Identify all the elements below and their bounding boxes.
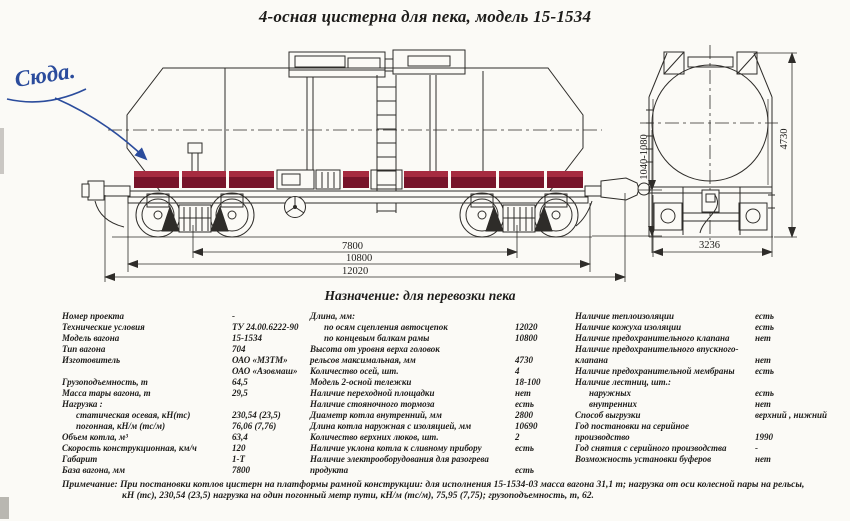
spec-value: - [755, 443, 758, 453]
spec-label: по концевым балкам рамы [324, 333, 430, 343]
spec-row [62, 322, 312, 333]
spec-row [62, 344, 312, 355]
spec-row [310, 344, 572, 355]
spec-label: Наличие теплоизоляции [575, 311, 675, 321]
spec-value: 4 [515, 366, 520, 376]
spec-label: Возможность установки буферов [575, 454, 712, 464]
stripe-equipment-boxes [277, 170, 340, 189]
spec-label: Способ выгрузки [575, 410, 641, 420]
spec-row [575, 432, 847, 443]
dim-label-4730: 4730 [779, 128, 790, 150]
spec-label: Количество верхних люков, шт. [310, 432, 439, 442]
spec-label: Грузоподъемность, т [62, 377, 148, 387]
spec-label: Технические условия [62, 322, 145, 332]
spec-value [515, 454, 572, 465]
spec-value: - [232, 311, 235, 321]
spec-value: есть [755, 366, 774, 376]
spec-value: 1-Т [232, 454, 245, 464]
spec-label: статическая осевая, кН(тс) [76, 410, 191, 420]
scan-artifact [0, 497, 9, 519]
spec-value: нет [755, 454, 771, 464]
spec-row [310, 322, 572, 333]
spec-label: Наличие лестниц, шт.: [575, 377, 671, 387]
purpose-line: Назначение: для перевозки пека [324, 288, 516, 303]
dim-label-10800: 10800 [346, 253, 373, 264]
spec-value: 2 [515, 432, 520, 442]
spec-label: Длина котла наружная с изоляцией, мм [310, 421, 472, 431]
footnote-line-2: кН (тс), 230,54 (23,5) нагрузка на один погонный метр пути, кН/м (тс/м), 75,95 (7,75); грузоподъемность, т, 62. [122, 491, 594, 501]
page-title: 4-осная цистерна для пека, модель 15-1534 [258, 7, 592, 26]
spec-label: Наличие электрооборудования для разогрева [310, 454, 489, 464]
platform-connector [385, 59, 393, 71]
hatch-platform-right [393, 50, 465, 74]
spec-value: 18-100 [515, 377, 541, 387]
spec-value: есть [515, 465, 534, 475]
spec-value [755, 421, 847, 432]
spec-label: Наличие кожуха изоляции [575, 322, 682, 332]
spec-label: Высота от уровня верха головок [310, 344, 440, 354]
spec-value: есть [755, 311, 774, 321]
coupler-left [82, 181, 130, 227]
spec-value [755, 344, 847, 355]
spec-column-1 [62, 311, 312, 476]
paint-stripe-highlight [134, 171, 583, 177]
spec-row [62, 410, 312, 421]
spec-row [575, 333, 847, 344]
spec-value: 4730 [515, 355, 533, 365]
spec-value: нет [515, 388, 531, 398]
end-view-drawing [640, 45, 797, 257]
spec-row [310, 333, 572, 344]
handwritten-arrow [55, 98, 146, 159]
footnote-line-1: Примечание: При постановки котлов цистерн на платформы рамной конструкции: для исполнения 15-1534-03 масса вагона 31,1 т; нагрузка от оси колесной пары на рельсы, [62, 480, 805, 490]
spec-row [575, 399, 847, 410]
spec-row [575, 388, 847, 399]
spec-value: ОАО «Азовмаш» [232, 366, 298, 376]
spec-row [575, 344, 847, 355]
spec-label: по осям сцепления автосцепок [324, 322, 448, 332]
spec-row [62, 355, 312, 366]
spec-row [310, 421, 572, 432]
spec-row [310, 388, 572, 399]
spec-value: 230,54 (23,5) [232, 410, 281, 420]
spec-row [62, 377, 312, 388]
spec-value: 7800 [232, 465, 250, 475]
spec-label: Длина, мм: [310, 311, 356, 321]
spec-row [62, 465, 312, 476]
spec-value: 704 [232, 344, 246, 354]
spec-row [575, 377, 847, 388]
spec-value: есть [515, 443, 534, 453]
spec-row [62, 432, 312, 443]
spec-value: 10690 [515, 421, 538, 431]
spec-label: наружных [589, 388, 631, 398]
spec-label: Год постановки на серийное [575, 421, 690, 431]
spec-label: Габарит [62, 454, 98, 464]
spec-label: Скорость конструкционная, км/ч [62, 443, 197, 453]
scan-artifact [0, 128, 4, 174]
spec-label: База вагона, мм [62, 465, 126, 475]
spec-label: Наличие стояночного тормоза [310, 399, 435, 409]
spec-row [310, 410, 572, 421]
spec-value: ТУ 24.00.6222-90 [232, 322, 299, 332]
spec-row [575, 311, 847, 322]
spec-row [62, 388, 312, 399]
underframe [128, 191, 588, 203]
spec-label: Номер проекта [62, 311, 125, 321]
spec-label: Наличие уклона котла к сливному прибору [310, 443, 482, 453]
spec-value: ОАО «МЗТМ» [232, 355, 288, 365]
spec-label: Объем котла, м³ [62, 432, 128, 442]
spec-row [310, 465, 572, 476]
spec-label: Диаметр котла внутренний, мм [310, 410, 442, 420]
spec-row [575, 443, 847, 454]
spec-row [62, 399, 312, 410]
spec-row [62, 421, 312, 432]
spec-label: Модель вагона [62, 333, 120, 343]
spec-value: нет [755, 399, 771, 409]
spec-row [310, 355, 572, 366]
spec-label: Масса тары вагона, т [62, 388, 151, 398]
side-view-drawing [82, 50, 662, 282]
spec-value: 64,5 [232, 377, 248, 387]
spec-column-3 [575, 311, 847, 465]
spec-label: клапана [575, 355, 608, 365]
spec-label: погонная, кН/м (тс/м) [76, 421, 166, 431]
spec-value: есть [515, 399, 534, 409]
spec-label: Тип вагона [62, 344, 106, 354]
spec-value: 10800 [515, 333, 538, 343]
spec-value: есть [755, 388, 774, 398]
spec-value: 120 [232, 443, 246, 453]
spec-row [310, 443, 572, 454]
spec-value: 15-1534 [232, 333, 262, 343]
spec-row [62, 454, 312, 465]
spec-label: Модель 2-осной тележки [310, 377, 412, 387]
spec-value [232, 399, 312, 410]
spec-value: 12020 [515, 322, 538, 332]
spec-label: производство [575, 432, 630, 442]
spec-row [575, 410, 847, 421]
spec-label: Наличие предохранительного впускного- [575, 344, 739, 354]
dim-label-12020: 12020 [342, 266, 369, 277]
dim-label-7800: 7800 [342, 241, 363, 252]
hatch-platform-left [289, 52, 385, 77]
handwritten-annotation [7, 58, 146, 159]
spec-row [62, 333, 312, 344]
spec-value: 2800 [515, 410, 533, 420]
spec-value [515, 311, 572, 322]
spec-label [62, 366, 232, 377]
spec-label: внутренних [589, 399, 638, 409]
spec-column-2 [310, 311, 572, 476]
spec-value: 63,4 [232, 432, 248, 442]
technical-drawing [0, 35, 850, 285]
spec-label: рельсов максимальная, мм [310, 355, 416, 365]
spec-value: 76,06 (7,76) [232, 421, 277, 431]
spec-row [310, 377, 572, 388]
spec-row [62, 311, 312, 322]
spec-value: нет [755, 333, 771, 343]
handbrake-staff [188, 143, 202, 171]
spec-row [575, 366, 847, 377]
spec-value: 1990 [755, 432, 773, 442]
spec-row [310, 366, 572, 377]
spec-row [310, 399, 572, 410]
spec-label: Год снятия с серийного производства [575, 443, 727, 453]
end-bogie [649, 187, 773, 237]
dim-label-3236: 3236 [699, 240, 720, 251]
spec-row [575, 355, 847, 366]
spec-row [62, 366, 312, 377]
spec-value: верхний , нижний [755, 410, 828, 420]
spec-row [575, 454, 847, 465]
spec-row [575, 322, 847, 333]
handwritten-text: Сюда. [12, 57, 77, 92]
spec-value: нет [755, 355, 771, 365]
spec-row [575, 421, 847, 432]
dim-label-coupler-height: 1040-1080 [639, 134, 650, 180]
spec-value [755, 377, 847, 388]
spec-label: Количество осей, шт. [310, 366, 399, 376]
spec-label: Наличие предохранительной мембраны [575, 366, 735, 376]
spec-value [515, 344, 572, 355]
footnote [62, 480, 848, 502]
spec-row [62, 443, 312, 454]
spec-row [310, 454, 572, 465]
spec-label: Изготовитель [62, 355, 121, 365]
spec-row [310, 311, 572, 322]
spec-label: Наличие переходной площадки [310, 388, 435, 398]
spec-value: 29,5 [232, 388, 248, 398]
spec-row [310, 432, 572, 443]
spec-label: Наличие предохранительного клапана [575, 333, 730, 343]
spec-label: продукта [310, 465, 349, 475]
spec-label: Нагрузка : [62, 399, 103, 409]
spec-value: есть [755, 322, 774, 332]
brake-handwheel [285, 197, 306, 218]
